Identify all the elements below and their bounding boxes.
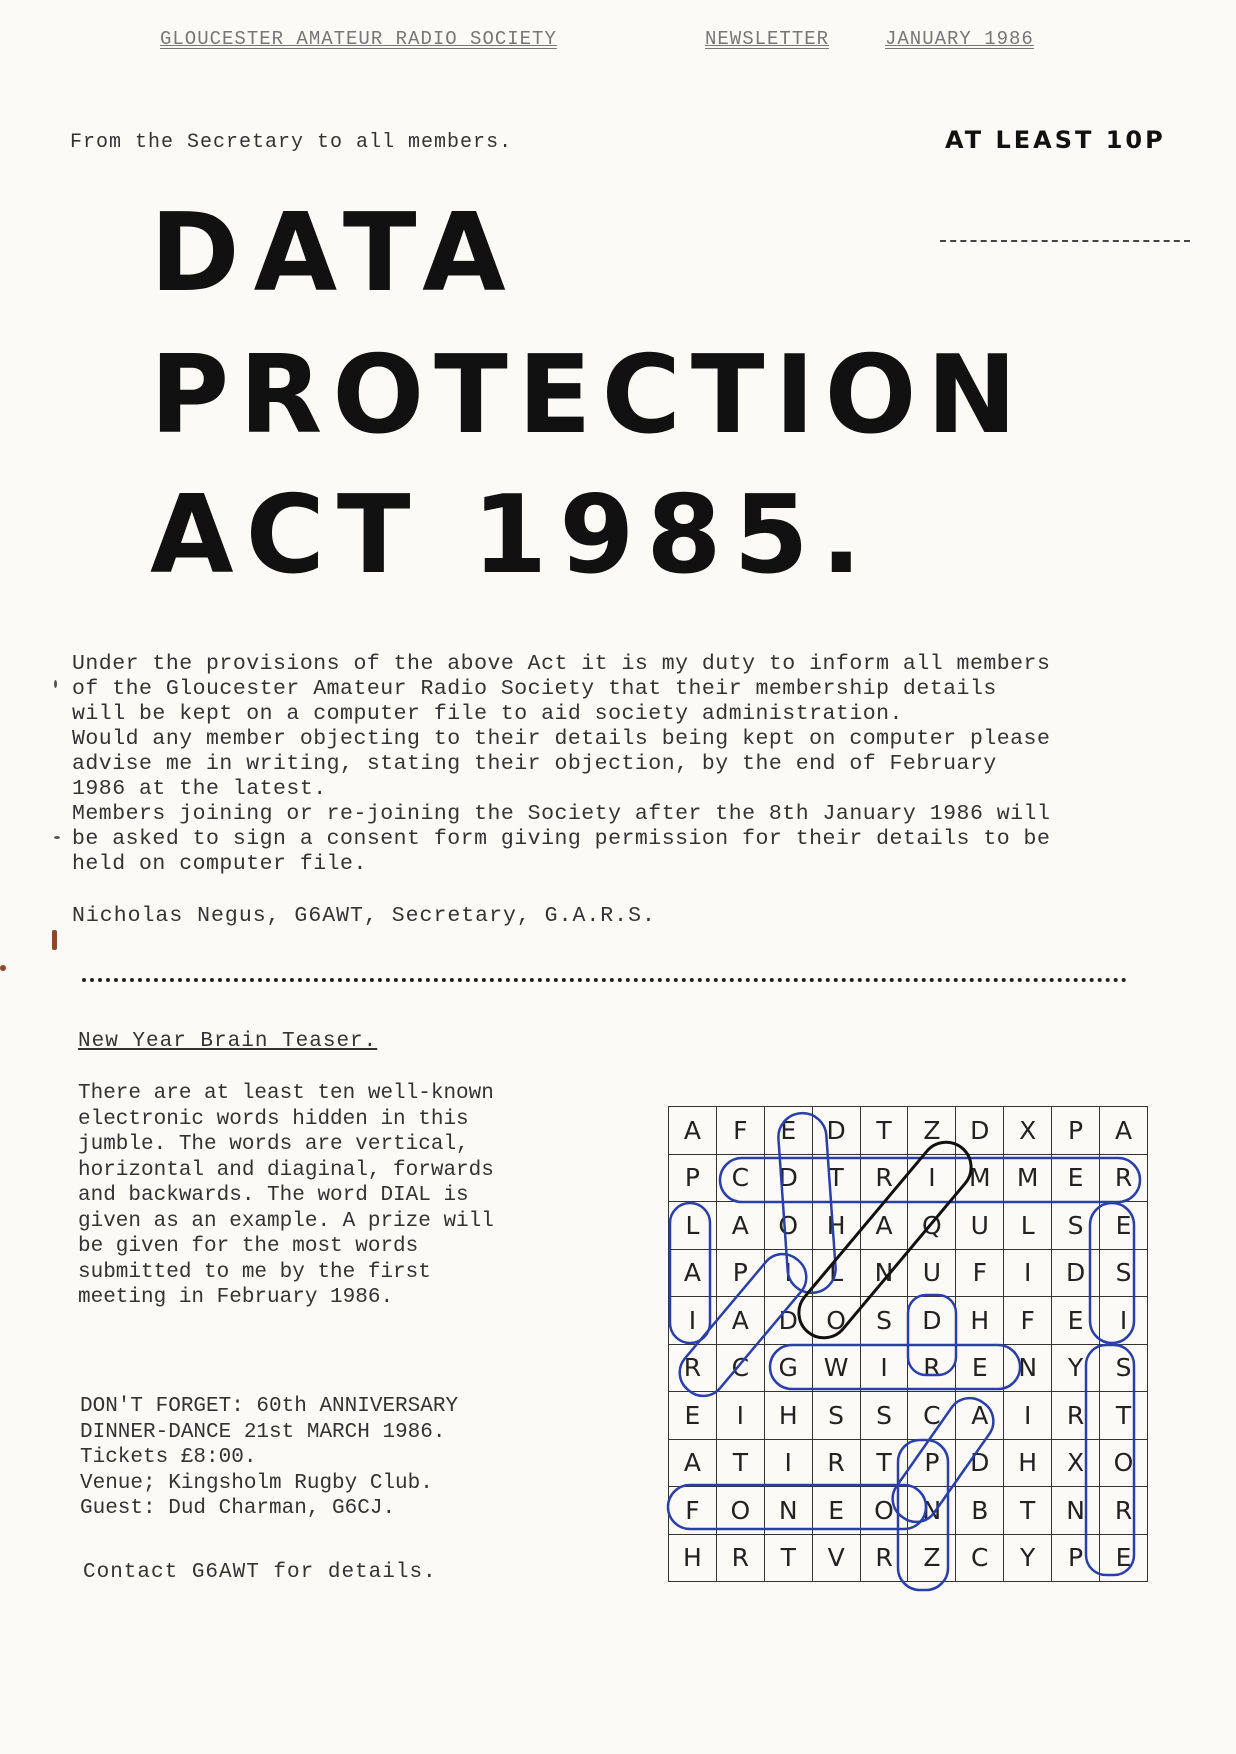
reminder-line: DON'T FORGET: 60th ANNIVERSARY <box>80 1395 459 1418</box>
grid-cell: M <box>1004 1154 1052 1202</box>
paper-speck <box>54 680 57 688</box>
grid-cell: R <box>716 1534 764 1582</box>
grid-cell: N <box>1052 1487 1100 1535</box>
grid-cell: Q <box>908 1202 956 1250</box>
notice-line: advise me in writing, stating their objection, by the end of February <box>72 752 997 776</box>
grid-cell: R <box>1100 1487 1148 1535</box>
dinner-reminder <box>80 1394 458 1522</box>
title-line-2: PROTECTION <box>150 333 1027 458</box>
grid-cell: Y <box>1052 1344 1100 1392</box>
notice-line: will be kept on a computer file to aid society administration. <box>72 702 903 726</box>
teaser-line: meeting in February 1986. <box>78 1286 394 1309</box>
grid-cell: X <box>1004 1107 1052 1155</box>
reminder-line: DINNER-DANCE 21st MARCH 1986. <box>80 1420 446 1444</box>
grid-row <box>669 1487 1148 1535</box>
grid-cell: F <box>1004 1297 1052 1345</box>
grid-row <box>669 1202 1148 1250</box>
grid-cell: E <box>1100 1534 1148 1582</box>
grid-cell: R <box>1052 1392 1100 1440</box>
notice-line: Under the provisions of the above Act it is my duty to inform all members <box>72 652 1051 676</box>
notice-line: be asked to sign a consent form giving permission for their details to be <box>72 827 1051 851</box>
notice-line: of the Gloucester Amateur Radio Society that their membership details <box>72 677 997 701</box>
grid-cell: A <box>669 1249 717 1297</box>
notice-line: held on computer file. <box>72 852 367 876</box>
grid-cell: C <box>716 1154 764 1202</box>
grid-cell: I <box>716 1392 764 1440</box>
grid-cell: A <box>669 1439 717 1487</box>
reminder-line: Guest: Dud Charman, G6CJ. <box>80 1497 396 1520</box>
masthead-society: GLOUCESTER AMATEUR RADIO SOCIETY <box>160 28 557 50</box>
notice-line: Would any member objecting to their details being kept on computer please <box>72 727 1051 751</box>
grid-cell: C <box>908 1392 956 1440</box>
grid-cell: D <box>956 1107 1004 1155</box>
grid-cell: C <box>956 1534 1004 1582</box>
teaser-line: jumble. The words are vertical, <box>78 1133 469 1156</box>
teaser-line: There are at least ten well-known <box>78 1082 494 1105</box>
price-note: AT LEAST 10P <box>945 126 1166 154</box>
grid-cell: E <box>956 1344 1004 1392</box>
grid-cell: S <box>1052 1202 1100 1250</box>
grid-cell: I <box>908 1154 956 1202</box>
teaser-line: horizontal and diaginal, forwards <box>78 1158 494 1182</box>
grid-cell: I <box>669 1297 717 1345</box>
grid-cell: M <box>956 1154 1004 1202</box>
signature: Nicholas Negus, G6AWT, Secretary, G.A.R.S. <box>72 904 656 928</box>
reminder-line: Venue; Kingsholm Rugby Club. <box>80 1471 433 1495</box>
grid-cell: H <box>956 1297 1004 1345</box>
grid-cell: H <box>812 1202 860 1250</box>
grid-cell: A <box>716 1202 764 1250</box>
grid-cell: I <box>1100 1297 1148 1345</box>
grid-cell: D <box>812 1107 860 1155</box>
grid-cell: I <box>764 1249 812 1297</box>
grid-cell: A <box>1100 1107 1148 1155</box>
grid-cell: T <box>860 1439 908 1487</box>
grid-cell: H <box>1004 1439 1052 1487</box>
word-grid-table <box>668 1106 1148 1582</box>
grid-cell: L <box>812 1249 860 1297</box>
grid-cell: C <box>716 1344 764 1392</box>
contact-line: Contact G6AWT for details. <box>83 1561 437 1584</box>
teaser-line: submitted to me by the first <box>78 1260 431 1284</box>
paper-speck <box>0 965 6 971</box>
paper-speck <box>52 930 57 950</box>
grid-cell: I <box>860 1344 908 1392</box>
grid-cell: X <box>1052 1439 1100 1487</box>
grid-cell: O <box>764 1202 812 1250</box>
title-line-1: DATA <box>150 191 520 316</box>
grid-cell: L <box>1004 1202 1052 1250</box>
grid-cell: U <box>908 1249 956 1297</box>
grid-cell: S <box>812 1392 860 1440</box>
grid-cell: E <box>669 1392 717 1440</box>
dotted-divider <box>82 978 1127 982</box>
grid-cell: P <box>908 1439 956 1487</box>
grid-cell: D <box>956 1439 1004 1487</box>
grid-cell: R <box>860 1154 908 1202</box>
grid-cell: O <box>1100 1439 1148 1487</box>
grid-cell: H <box>669 1534 717 1582</box>
grid-cell: S <box>1100 1344 1148 1392</box>
paper-speck <box>54 836 60 839</box>
grid-cell: D <box>764 1154 812 1202</box>
grid-cell: S <box>860 1392 908 1440</box>
from-line: From the Secretary to all members. <box>70 131 513 154</box>
grid-cell: T <box>1100 1392 1148 1440</box>
grid-row <box>669 1154 1148 1202</box>
grid-cell: A <box>716 1297 764 1345</box>
grid-cell: N <box>764 1487 812 1535</box>
grid-cell: G <box>764 1344 812 1392</box>
grid-cell: R <box>1100 1154 1148 1202</box>
masthead-date: JANUARY 1986 <box>885 28 1034 50</box>
grid-cell: D <box>764 1297 812 1345</box>
grid-cell: T <box>812 1154 860 1202</box>
grid-cell: L <box>669 1202 717 1250</box>
reminder-line: Tickets £8:00. <box>80 1446 257 1469</box>
teaser-line: be given for the most words <box>78 1235 419 1258</box>
grid-cell: R <box>908 1344 956 1392</box>
grid-cell: E <box>1052 1154 1100 1202</box>
grid-cell: F <box>669 1487 717 1535</box>
grid-cell: U <box>956 1202 1004 1250</box>
grid-row <box>669 1439 1148 1487</box>
grid-row <box>669 1534 1148 1582</box>
grid-cell: A <box>669 1107 717 1155</box>
grid-cell: O <box>812 1297 860 1345</box>
grid-cell: T <box>764 1534 812 1582</box>
grid-cell: I <box>1004 1392 1052 1440</box>
grid-cell: A <box>860 1202 908 1250</box>
grid-cell: E <box>764 1107 812 1155</box>
grid-cell: T <box>716 1439 764 1487</box>
teaser-body <box>78 1081 598 1311</box>
masthead-newsletter: NEWSLETTER <box>705 28 830 50</box>
grid-cell: R <box>860 1534 908 1582</box>
grid-cell: O <box>716 1487 764 1535</box>
teaser-line: given as an example. A prize will <box>78 1209 494 1233</box>
grid-cell: A <box>956 1392 1004 1440</box>
grid-cell: P <box>669 1154 717 1202</box>
grid-cell: P <box>716 1249 764 1297</box>
notice-line: Members joining or re-joining the Society after the 8th January 1986 will <box>72 802 1051 826</box>
teaser-heading: New Year Brain Teaser. <box>78 1030 378 1053</box>
grid-cell: R <box>669 1344 717 1392</box>
grid-cell: B <box>956 1487 1004 1535</box>
grid-cell: S <box>1100 1249 1148 1297</box>
grid-cell: E <box>812 1487 860 1535</box>
grid-row <box>669 1107 1148 1155</box>
grid-cell: E <box>1052 1297 1100 1345</box>
grid-cell: R <box>812 1439 860 1487</box>
grid-cell: T <box>1004 1487 1052 1535</box>
grid-cell: P <box>1052 1534 1100 1582</box>
grid-row <box>669 1297 1148 1345</box>
title-line-3: ACT 1985. <box>150 473 874 598</box>
grid-cell: N <box>860 1249 908 1297</box>
grid-cell: Z <box>908 1107 956 1155</box>
grid-row <box>669 1344 1148 1392</box>
grid-cell: D <box>1052 1249 1100 1297</box>
grid-cell: P <box>1052 1107 1100 1155</box>
grid-cell: F <box>716 1107 764 1155</box>
grid-cell: I <box>1004 1249 1052 1297</box>
grid-cell: I <box>764 1439 812 1487</box>
price-underline <box>940 240 1190 242</box>
word-search-grid <box>668 1106 1148 1582</box>
grid-cell: T <box>860 1107 908 1155</box>
grid-cell: W <box>812 1344 860 1392</box>
grid-cell: Y <box>1004 1534 1052 1582</box>
grid-cell: H <box>764 1392 812 1440</box>
teaser-line: and backwards. The word DIAL is <box>78 1184 469 1207</box>
grid-cell: D <box>908 1297 956 1345</box>
grid-cell: Z <box>908 1534 956 1582</box>
grid-row <box>669 1392 1148 1440</box>
grid-cell: N <box>908 1487 956 1535</box>
grid-cell: N <box>1004 1344 1052 1392</box>
teaser-line: electronic words hidden in this <box>78 1107 469 1131</box>
grid-cell: O <box>860 1487 908 1535</box>
grid-cell: F <box>956 1249 1004 1297</box>
grid-cell: V <box>812 1534 860 1582</box>
notice-line: 1986 at the latest. <box>72 777 327 801</box>
notice-body <box>72 652 1182 877</box>
grid-cell: S <box>860 1297 908 1345</box>
grid-cell: E <box>1100 1202 1148 1250</box>
grid-row <box>669 1249 1148 1297</box>
